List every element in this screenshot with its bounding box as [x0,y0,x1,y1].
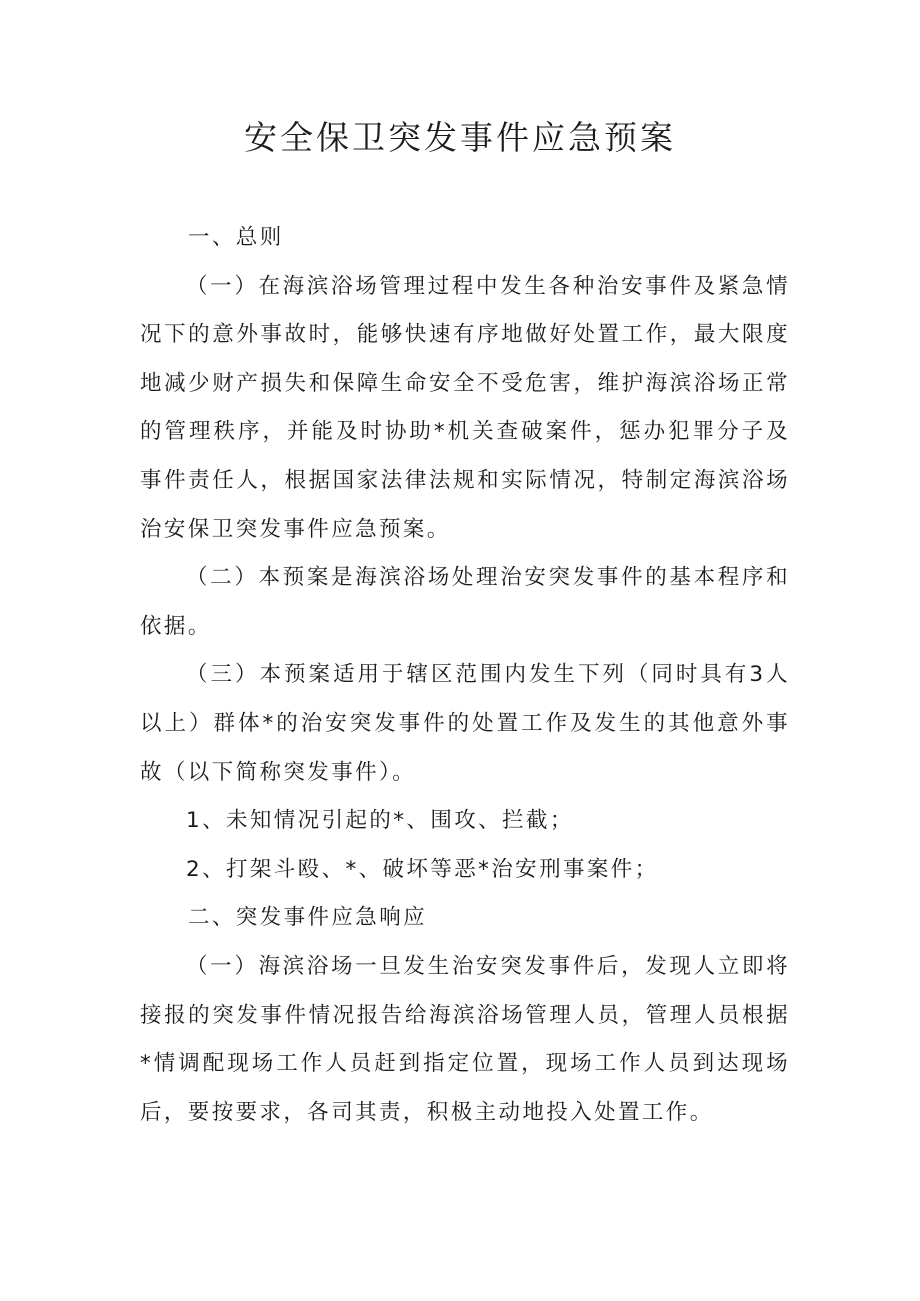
document-body [140,214,790,1137]
list-item: 1、未知情况引起的*、围攻、拦截； [186,808,574,834]
paragraph-response-1: （一）海滨浴场一旦发生治安突发事件后，发现人立即将接报的突发事件情况报告给海滨浴场管理人员，管理人员根据*情调配现场工作人员赶到指定位置，现场工作人员到达现场后，要按要求，各司其责，积极主动地投入处置工作。 [140,953,790,1125]
paragraph-general-1: （一）在海滨浴场管理过程中发生各种治安事件及紧急情况下的意外事故时，能够快速有序地做好处置工作，最大限度地减少财产损失和保障生命安全不受危害，维护海滨浴场正常的管理秩序，并能及时协助*机关查破案件，惩办犯罪分子及事件责任人，根据国家法律法规和实际情况，特制定海滨浴场治安保卫突发事件应急预案。 [140,273,790,542]
list-item: 2、打架斗殴、*、破坏等恶*治安刑事案件； [186,856,659,882]
section-heading-response: 二、突发事件应急响应 [188,905,428,931]
paragraph-general-3: （三）本预案适用于辖区范围内发生下列（同时具有3人以上）群体*的治安突发事件的处置工作及发生的其他意外事故（以下简称突发事件）。 [140,662,790,785]
section-heading-general: 一、总则 [188,225,284,250]
document-title: 安全保卫突发事件应急预案 [244,118,676,157]
paragraph-general-2: （二）本预案是海滨浴场处理治安突发事件的基本程序和依据。 [140,565,790,639]
